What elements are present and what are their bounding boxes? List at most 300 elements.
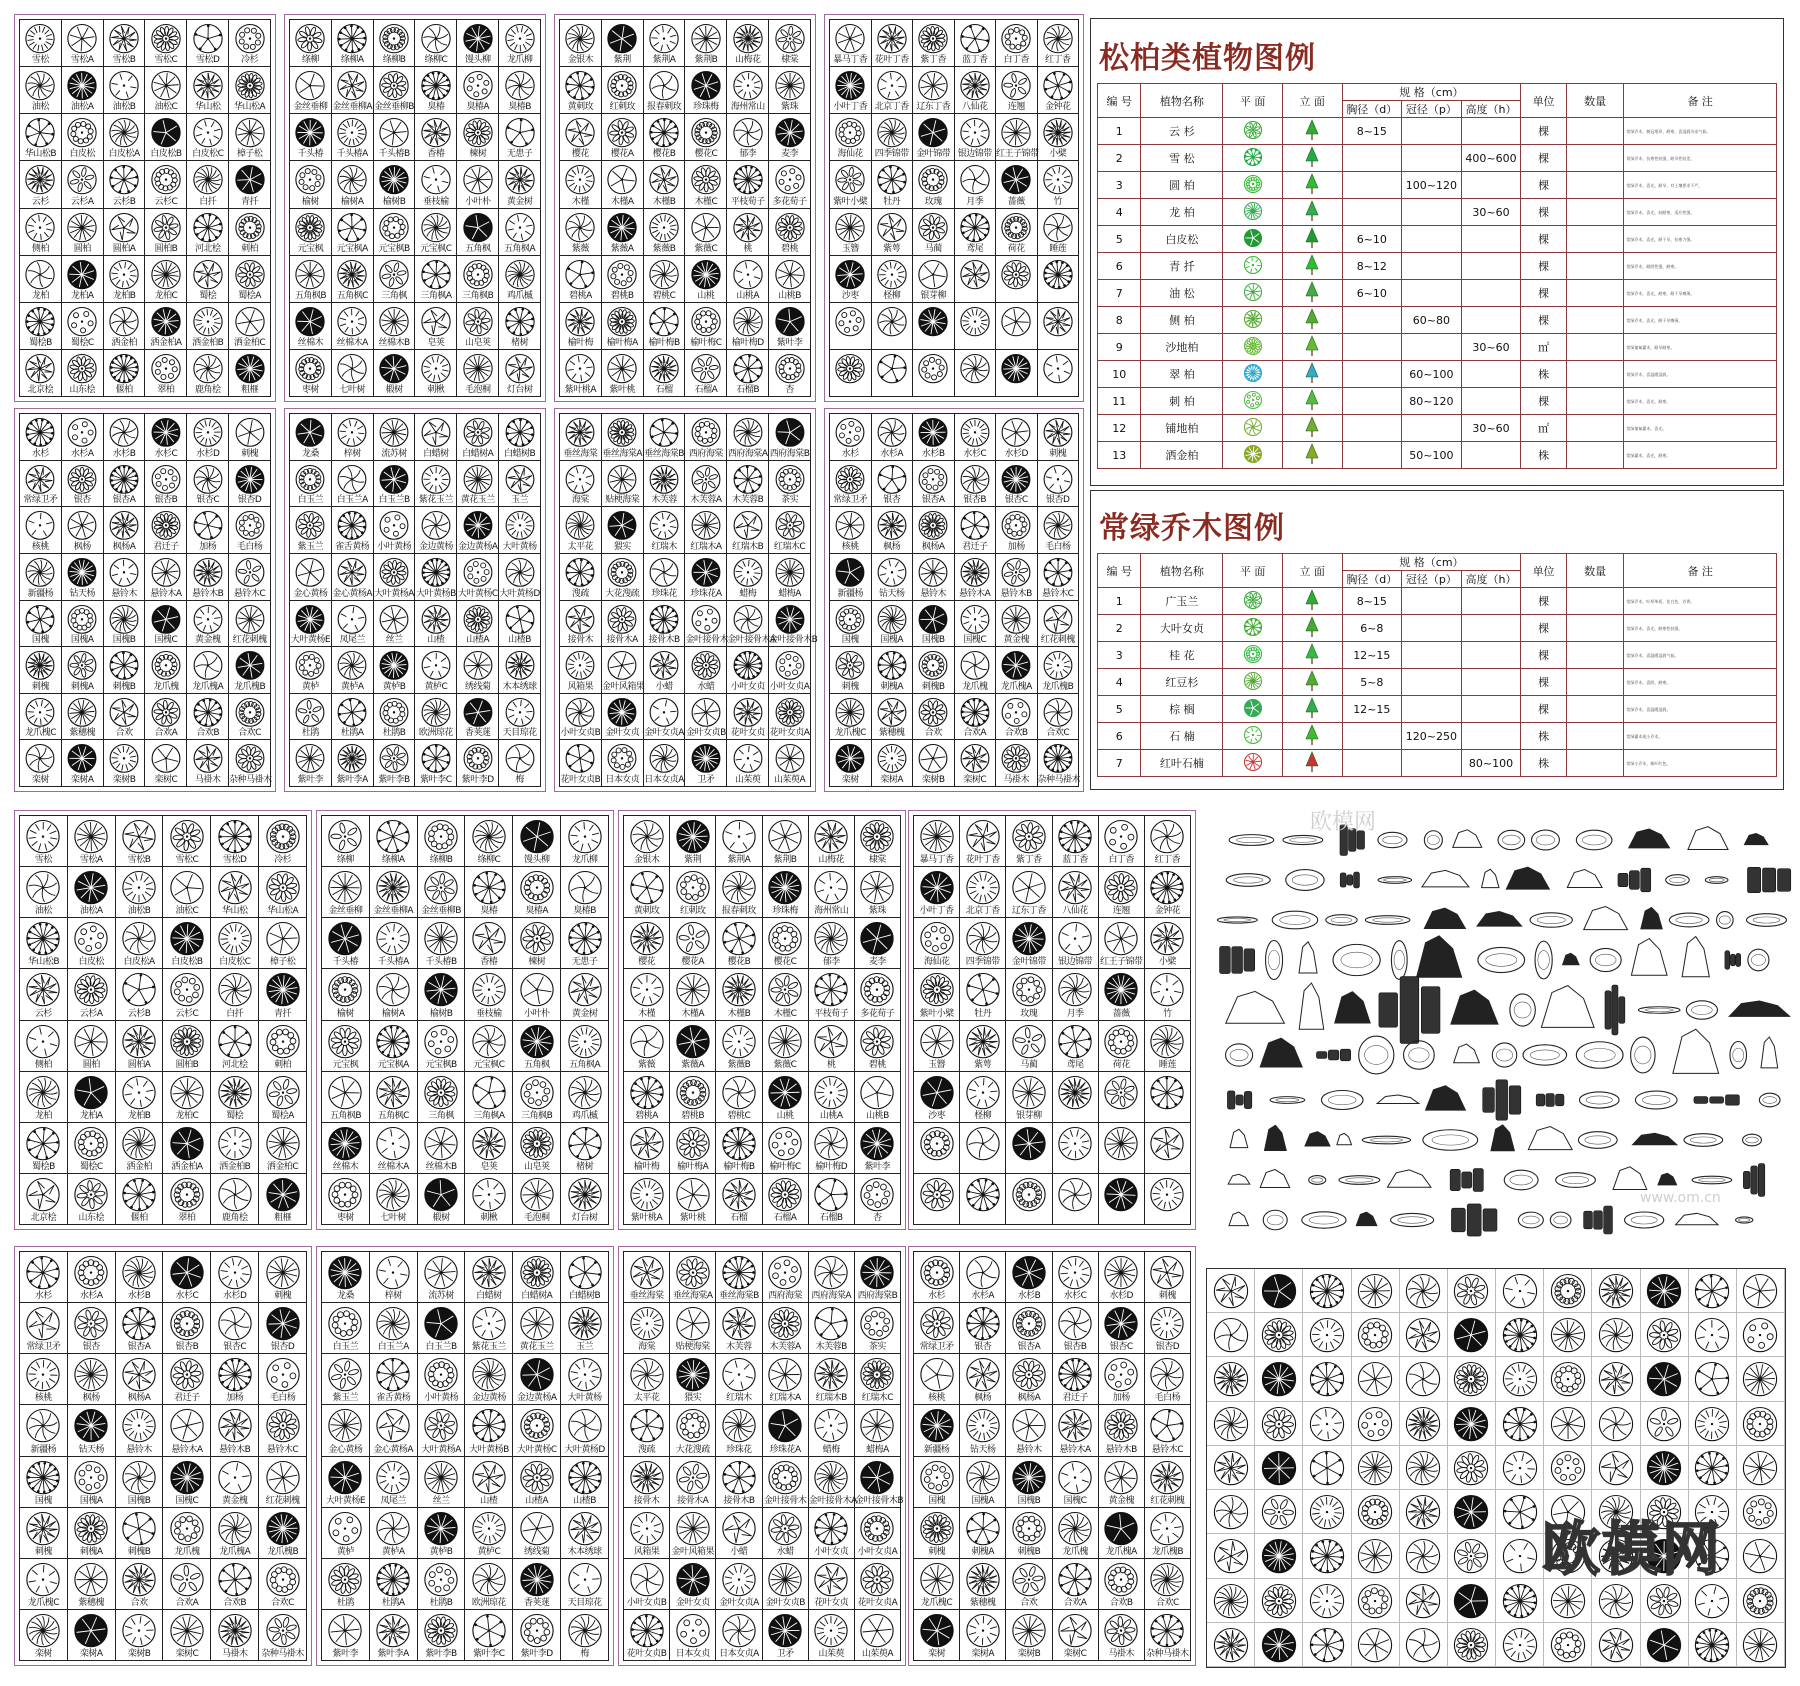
rock-shape bbox=[1676, 917, 1702, 924]
symbol-label: 龙柏 bbox=[34, 1110, 52, 1121]
plant-symbol-icon bbox=[328, 870, 363, 905]
symbol-cell bbox=[332, 601, 374, 648]
symbol-label: 白蜡树A bbox=[521, 1291, 553, 1302]
plant-symbol-icon bbox=[376, 972, 411, 1007]
symbol-cell bbox=[1099, 1610, 1145, 1661]
plant-symbol-icon bbox=[337, 70, 368, 101]
symbol-cell bbox=[602, 303, 644, 350]
plant-symbol-icon bbox=[337, 353, 368, 384]
plant-symbol-icon bbox=[767, 972, 802, 1007]
plant-symbol-icon bbox=[328, 1408, 363, 1443]
rock-shape bbox=[1694, 1097, 1708, 1104]
table-cell: 2 bbox=[1098, 615, 1141, 642]
plant-symbol-icon bbox=[519, 972, 554, 1007]
plant-symbol-icon bbox=[774, 557, 805, 588]
symbol-label: 银杏 bbox=[82, 1342, 100, 1353]
symbol-cell bbox=[211, 1457, 259, 1508]
plant-symbol-icon bbox=[1453, 1494, 1489, 1530]
plain-symbol-cell bbox=[1496, 1579, 1544, 1623]
symbol-label: 杂种马褂木 bbox=[1146, 1649, 1189, 1659]
table-cell: 6~8 bbox=[1342, 615, 1402, 642]
symbol-label: 榆树A bbox=[340, 196, 364, 207]
plant-symbol-icon bbox=[965, 1460, 1000, 1495]
symbol-cell bbox=[513, 1021, 561, 1072]
plant-symbol-icon bbox=[234, 212, 265, 243]
symbol-cell bbox=[716, 816, 762, 867]
plant-symbol-icon bbox=[265, 1075, 300, 1110]
plant-symbol-icon bbox=[732, 650, 763, 681]
symbol-label: 蜡梅A bbox=[866, 1444, 889, 1455]
symbol-cell bbox=[68, 1405, 116, 1456]
symbol-cell bbox=[62, 303, 104, 350]
plant-symbol-icon bbox=[774, 259, 805, 290]
plant-symbol-icon bbox=[1042, 212, 1073, 243]
symbol-cell bbox=[727, 554, 769, 601]
symbol-cell bbox=[624, 1610, 670, 1661]
table-row bbox=[1098, 669, 1777, 696]
symbol-label: 云杉C bbox=[154, 196, 178, 207]
symbol-label: 梓树 bbox=[384, 1291, 402, 1302]
symbol-label: 北京桧 bbox=[30, 1213, 57, 1223]
table-cell: 4 bbox=[1098, 199, 1141, 226]
symbol-label: 华山松A bbox=[233, 102, 266, 113]
plant-symbol-icon bbox=[918, 212, 949, 243]
symbol-cell bbox=[20, 601, 62, 648]
plant-symbol-icon bbox=[1309, 1583, 1345, 1619]
rock-shape bbox=[1594, 1211, 1603, 1229]
symbol-label: 合欢 bbox=[1020, 1597, 1038, 1608]
symbol-label: 花叶丁香 bbox=[965, 855, 1000, 866]
plant-symbol-icon bbox=[471, 1511, 506, 1546]
table-cell bbox=[1461, 442, 1521, 469]
symbol-cell bbox=[259, 918, 307, 969]
plant-symbol-icon bbox=[217, 1511, 252, 1546]
plant-symbol-icon bbox=[504, 464, 535, 495]
rock-shape bbox=[1567, 869, 1602, 887]
symbol-label: 刺柏 bbox=[241, 243, 259, 254]
symbol-label: 洒金柏A bbox=[171, 1161, 203, 1172]
plant-symbol-icon bbox=[26, 1126, 61, 1161]
conifer-legend-table bbox=[1097, 83, 1777, 469]
symbol-cell bbox=[561, 1303, 609, 1354]
plant-symbol-icon bbox=[1104, 1126, 1139, 1161]
rock-shape bbox=[1228, 1174, 1250, 1184]
rock-shape bbox=[1387, 1170, 1431, 1187]
plant-symbol-icon bbox=[1150, 1024, 1185, 1059]
plant-symbol-icon bbox=[378, 23, 409, 54]
symbol-label: 丝兰 bbox=[385, 635, 403, 646]
plant-symbol-icon bbox=[217, 819, 252, 854]
plant-symbol-icon bbox=[959, 164, 990, 195]
symbol-cell bbox=[1099, 918, 1145, 969]
symbol-label: 河北桧 bbox=[194, 243, 221, 254]
rock-shape bbox=[1362, 1136, 1410, 1144]
plan-symbol-icon bbox=[1243, 228, 1263, 248]
plant-symbol-icon bbox=[504, 417, 535, 448]
symbol-label: 金叶接骨木B bbox=[769, 635, 818, 646]
rock-shape bbox=[1532, 830, 1560, 850]
table-header-elev: 立 面 bbox=[1282, 554, 1342, 588]
plant-symbol-icon bbox=[919, 1075, 954, 1110]
symbol-label: 圆柏B bbox=[154, 243, 178, 254]
symbol-label: 紫荆 bbox=[684, 855, 702, 866]
table-cell bbox=[1402, 226, 1462, 253]
symbol-cell bbox=[465, 1354, 513, 1405]
table-cell bbox=[1342, 199, 1402, 226]
plant-symbol-icon bbox=[151, 650, 182, 681]
rock-shape bbox=[1605, 991, 1611, 1029]
symbol-label: 水蜡 bbox=[697, 681, 715, 692]
symbol-cell bbox=[211, 867, 259, 918]
plant-symbol-icon bbox=[918, 557, 949, 588]
plant-symbol-icon bbox=[74, 1306, 109, 1341]
plant-symbol-icon bbox=[918, 306, 949, 337]
elevation-tree-icon bbox=[1304, 616, 1320, 638]
plant-symbol-icon bbox=[519, 870, 554, 905]
elevation-tree-icon bbox=[1304, 227, 1320, 249]
plant-symbol-icon bbox=[876, 70, 907, 101]
plant-symbol-icon bbox=[1212, 1317, 1248, 1353]
evergreen-legend-title: 常绿乔木图例 bbox=[1099, 511, 1285, 546]
symbol-cell bbox=[145, 414, 187, 461]
symbol-label: 悬铃木B bbox=[219, 1444, 251, 1455]
rock-shape bbox=[1719, 916, 1730, 924]
symbol-label: 木芙蓉B bbox=[815, 1342, 847, 1353]
symbol-label: 白皮松A bbox=[108, 149, 140, 160]
plant-symbol-icon bbox=[67, 353, 98, 384]
symbol-cell bbox=[332, 67, 374, 114]
plant-symbol-icon bbox=[67, 70, 98, 101]
symbol-label: 常绿卫矛 bbox=[919, 1342, 954, 1353]
plant-symbol-icon bbox=[767, 1408, 802, 1443]
symbol-cell bbox=[457, 414, 499, 461]
symbol-label: 国槐A bbox=[70, 635, 94, 646]
symbol-cell bbox=[1145, 816, 1191, 867]
plant-symbol-icon bbox=[1646, 1583, 1682, 1619]
table-cell bbox=[1282, 199, 1342, 226]
symbol-cell bbox=[374, 507, 416, 554]
symbol-cell bbox=[465, 1021, 513, 1072]
plant-symbol-icon bbox=[265, 1562, 300, 1597]
rock-shape bbox=[1424, 908, 1465, 928]
plant-symbol-icon bbox=[109, 557, 140, 588]
plant-symbol-icon bbox=[121, 1562, 156, 1597]
symbol-cell bbox=[670, 867, 716, 918]
symbol-cell bbox=[763, 1072, 809, 1123]
plain-symbol-cell bbox=[1400, 1357, 1448, 1401]
plain-symbol-cell bbox=[1496, 1446, 1544, 1490]
rock-shape bbox=[1584, 1048, 1615, 1061]
plant-symbol-icon bbox=[860, 1075, 895, 1110]
symbol-cell bbox=[1099, 1354, 1145, 1405]
plant-symbol-icon bbox=[420, 164, 451, 195]
symbol-label: 枫杨A bbox=[127, 1393, 151, 1404]
plant-symbol-icon bbox=[774, 164, 805, 195]
symbol-label: 刺槐A bbox=[880, 681, 904, 692]
plant-symbol-icon bbox=[74, 1024, 109, 1059]
symbol-label: 红瑞木A bbox=[690, 541, 722, 552]
symbol-label: 元宝枫C bbox=[420, 243, 452, 254]
rock-shape bbox=[1365, 916, 1410, 925]
plant-symbol-icon bbox=[1550, 1317, 1586, 1353]
symbol-cell bbox=[370, 1252, 418, 1303]
symbol-label: 圆柏A bbox=[112, 243, 136, 254]
symbol-cell bbox=[211, 1021, 259, 1072]
symbol-cell bbox=[145, 554, 187, 601]
symbol-label: 椴树 bbox=[385, 385, 403, 395]
symbol-cell bbox=[415, 461, 457, 508]
table-cell bbox=[1342, 172, 1402, 199]
symbol-cell bbox=[1038, 303, 1080, 350]
symbol-cell bbox=[20, 1072, 68, 1123]
table-cell: 30~60 bbox=[1461, 199, 1521, 226]
symbol-cell bbox=[872, 601, 914, 648]
plant-symbol-icon bbox=[1001, 70, 1032, 101]
symbol-label: 榆叶梅B bbox=[648, 337, 680, 348]
symbol-cell bbox=[955, 554, 997, 601]
rock-shape bbox=[1509, 1086, 1521, 1114]
symbol-cell bbox=[415, 114, 457, 161]
plant-symbol-icon bbox=[26, 1306, 61, 1341]
plant-symbol-icon bbox=[423, 1613, 458, 1648]
symbol-label: 棣棠 bbox=[781, 55, 799, 66]
symbol-cell bbox=[211, 969, 259, 1020]
table-cell: 6 bbox=[1098, 253, 1141, 280]
symbol-label: 玉簪 bbox=[841, 243, 859, 254]
plant-symbol-icon bbox=[607, 117, 638, 148]
symbol-label: 龙爪槐 bbox=[153, 681, 179, 692]
symbol-cell bbox=[955, 20, 997, 67]
plant-symbol-icon bbox=[1598, 1627, 1634, 1663]
plant-symbol-icon bbox=[328, 1357, 363, 1392]
symbol-cell bbox=[187, 67, 229, 114]
rock-shape bbox=[1538, 951, 1549, 970]
symbol-label: 梓树 bbox=[343, 448, 361, 459]
symbol-label: 平枝荀子 bbox=[814, 1008, 849, 1019]
plant-symbol-icon bbox=[767, 1126, 802, 1161]
plant-symbol-icon bbox=[379, 697, 410, 728]
symbol-cell bbox=[1053, 1303, 1099, 1354]
plant-symbol-icon bbox=[675, 1460, 710, 1495]
symbol-label: 金边黄杨 bbox=[418, 541, 453, 552]
symbol-cell bbox=[1099, 1072, 1145, 1123]
plant-symbol-icon bbox=[337, 212, 368, 243]
table-row bbox=[1098, 388, 1777, 415]
symbol-label: 荷花 bbox=[1112, 1059, 1130, 1070]
symbol-cell bbox=[499, 114, 541, 161]
plant-symbol-icon bbox=[721, 1024, 756, 1059]
symbol-cell bbox=[955, 694, 997, 741]
symbol-label: 木槿 bbox=[638, 1008, 656, 1019]
symbol-cell bbox=[670, 816, 716, 867]
symbol-label: 木槿B bbox=[727, 1008, 751, 1019]
plant-symbol-icon bbox=[565, 650, 596, 681]
symbol-cell bbox=[602, 209, 644, 256]
plain-symbol-cell bbox=[1255, 1579, 1303, 1623]
symbol-label: 海仙花 bbox=[837, 149, 863, 160]
plant-symbol-icon bbox=[1042, 464, 1073, 495]
symbol-cell bbox=[855, 1252, 901, 1303]
plant-symbol-icon bbox=[565, 70, 596, 101]
table-cell: 常绿乔木，喜阴，耐寒。 bbox=[1624, 669, 1777, 696]
symbol-cell bbox=[560, 114, 602, 161]
symbol-cell bbox=[624, 918, 670, 969]
plant-symbol-icon bbox=[504, 650, 535, 681]
symbol-label: 雪松 bbox=[31, 55, 49, 66]
symbol-label: 紫丁香 bbox=[920, 55, 946, 66]
plant-symbol-icon bbox=[1261, 1538, 1297, 1574]
symbol-cell bbox=[602, 554, 644, 601]
symbol-label: 贴梗海棠 bbox=[675, 1342, 710, 1353]
symbol-cell bbox=[187, 740, 229, 787]
symbol-label: 水杉 bbox=[34, 1291, 52, 1302]
plant-symbol-icon bbox=[1011, 1075, 1046, 1110]
symbol-label: 山桃B bbox=[866, 1110, 889, 1121]
symbol-label: 垂丝海棠A bbox=[602, 448, 643, 459]
symbol-label: 北京桧 bbox=[27, 385, 54, 395]
symbol-label: 蓝丁香 bbox=[1062, 855, 1088, 866]
symbol-label: 合欢B bbox=[1109, 1597, 1133, 1608]
symbol-label: 国槐B bbox=[921, 635, 945, 646]
symbol-label: 北京丁香 bbox=[965, 906, 1000, 917]
symbol-cell bbox=[913, 461, 955, 508]
table-cell bbox=[1282, 334, 1342, 361]
table-cell: 1 bbox=[1098, 588, 1141, 615]
symbol-label: 香椿 bbox=[480, 957, 498, 968]
plant-symbol-icon bbox=[1453, 1538, 1489, 1574]
faint-watermark-2: www.om.cn bbox=[1640, 1190, 1721, 1206]
table-header-crown: 冠径（p） bbox=[1402, 571, 1462, 588]
symbol-cell bbox=[560, 414, 602, 461]
symbol-cell bbox=[20, 1457, 68, 1508]
plant-symbol-icon bbox=[876, 464, 907, 495]
symbol-cell bbox=[187, 647, 229, 694]
rock-shape bbox=[1467, 1204, 1481, 1236]
symbol-cell bbox=[332, 647, 374, 694]
rock-shape bbox=[1536, 835, 1555, 845]
symbol-label: 石榴 bbox=[655, 385, 673, 395]
symbol-label: 辽东丁香 bbox=[1011, 906, 1046, 917]
plant-symbol-icon bbox=[965, 870, 1000, 905]
symbol-label: 黄栌A bbox=[340, 681, 364, 692]
symbol-cell bbox=[374, 256, 416, 303]
plant-symbol-icon bbox=[295, 23, 326, 54]
symbol-cell bbox=[415, 740, 457, 787]
table-cell: 常绿乔木，喜温暖湿润气候。 bbox=[1624, 642, 1777, 669]
table-cell bbox=[1402, 415, 1462, 442]
plant-symbol-icon bbox=[732, 164, 763, 195]
plant-symbol-icon bbox=[1011, 972, 1046, 1007]
symbol-cell bbox=[104, 554, 146, 601]
table-cell bbox=[1342, 442, 1402, 469]
plant-symbol-icon bbox=[423, 1126, 458, 1161]
plant-symbol-icon bbox=[690, 23, 721, 54]
symbol-cell bbox=[374, 303, 416, 350]
symbol-label: 毛泡桐 bbox=[464, 385, 491, 395]
plant-symbol-icon bbox=[1042, 70, 1073, 101]
plant-symbol-icon bbox=[26, 921, 61, 956]
plant-symbol-icon bbox=[109, 697, 140, 728]
plant-symbol-icon bbox=[567, 1562, 602, 1597]
plain-symbol-cell bbox=[1303, 1313, 1351, 1357]
plan-symbol-icon bbox=[1243, 282, 1263, 302]
table-cell: 常绿乔木，树冠塔形，耐寒，喜湿润冷凉气候。 bbox=[1624, 118, 1777, 145]
plant-symbol-icon bbox=[25, 557, 56, 588]
symbol-cell bbox=[374, 67, 416, 114]
table-header-plan: 平 面 bbox=[1223, 84, 1283, 118]
symbol-cell bbox=[955, 647, 997, 694]
plant-symbol-icon bbox=[420, 23, 451, 54]
plant-symbol-icon bbox=[1057, 1562, 1092, 1597]
symbol-label: 紫玉兰 bbox=[297, 541, 324, 552]
plant-symbol-icon bbox=[295, 604, 326, 635]
symbol-label: 臭椿 bbox=[427, 102, 445, 113]
plain-symbol-cell bbox=[1207, 1579, 1255, 1623]
symbol-cell bbox=[187, 461, 229, 508]
symbol-cell bbox=[513, 1252, 561, 1303]
symbol-sheet-bottom-7 bbox=[618, 1246, 906, 1666]
symbol-label: 山茱萸 bbox=[818, 1649, 844, 1659]
symbol-label: 榆叶梅D bbox=[731, 337, 764, 348]
plant-symbol-icon bbox=[151, 417, 182, 448]
plant-symbol-icon bbox=[192, 650, 223, 681]
symbol-label: 蓝丁香 bbox=[961, 55, 988, 66]
symbol-label: 小叶黄杨 bbox=[377, 541, 412, 552]
plain-symbol-cell bbox=[1689, 1269, 1737, 1313]
table-cell: 棵 bbox=[1521, 669, 1566, 696]
symbol-label: 流苏树 bbox=[381, 448, 407, 459]
symbol-cell bbox=[644, 461, 686, 508]
symbol-label: 碧桃C bbox=[727, 1110, 751, 1121]
symbol-cell bbox=[914, 867, 960, 918]
rock-shape bbox=[1725, 951, 1730, 970]
plant-symbol-icon bbox=[876, 306, 907, 337]
symbol-cell bbox=[830, 647, 872, 694]
rock-shape bbox=[1354, 872, 1360, 888]
symbol-cell bbox=[290, 209, 332, 256]
symbol-cell bbox=[68, 1174, 116, 1225]
rock-shape bbox=[1669, 913, 1709, 927]
plant-symbol-icon bbox=[67, 306, 98, 337]
symbol-cell bbox=[20, 67, 62, 114]
plant-symbol-icon bbox=[649, 650, 680, 681]
symbol-label: 常绿卫矛 bbox=[23, 495, 58, 506]
symbol-cell bbox=[1006, 867, 1052, 918]
symbol-label: 红瑞木B bbox=[815, 1393, 847, 1404]
symbol-label: 银杏C bbox=[1109, 1342, 1133, 1353]
symbol-cell bbox=[809, 1123, 855, 1174]
symbol-cell bbox=[1053, 816, 1099, 867]
table-cell bbox=[1282, 723, 1342, 750]
symbol-cell bbox=[561, 1072, 609, 1123]
rock-shape bbox=[1686, 1001, 1717, 1019]
symbol-cell bbox=[955, 414, 997, 461]
plant-symbol-icon bbox=[675, 1357, 710, 1392]
symbol-label: 无患子 bbox=[506, 149, 533, 160]
plant-symbol-icon bbox=[1309, 1361, 1345, 1397]
symbol-cell bbox=[499, 303, 541, 350]
rock-shape bbox=[1595, 954, 1616, 966]
table-cell bbox=[1223, 723, 1283, 750]
plant-symbol-icon bbox=[918, 70, 949, 101]
plant-symbol-icon bbox=[1646, 1361, 1682, 1397]
plant-symbol-icon bbox=[378, 306, 409, 337]
symbol-cell bbox=[996, 67, 1038, 114]
plant-symbol-icon bbox=[421, 604, 452, 635]
plant-symbol-icon bbox=[1212, 1450, 1248, 1486]
plan-symbol-icon bbox=[1243, 444, 1263, 464]
plant-symbol-icon bbox=[629, 1075, 664, 1110]
